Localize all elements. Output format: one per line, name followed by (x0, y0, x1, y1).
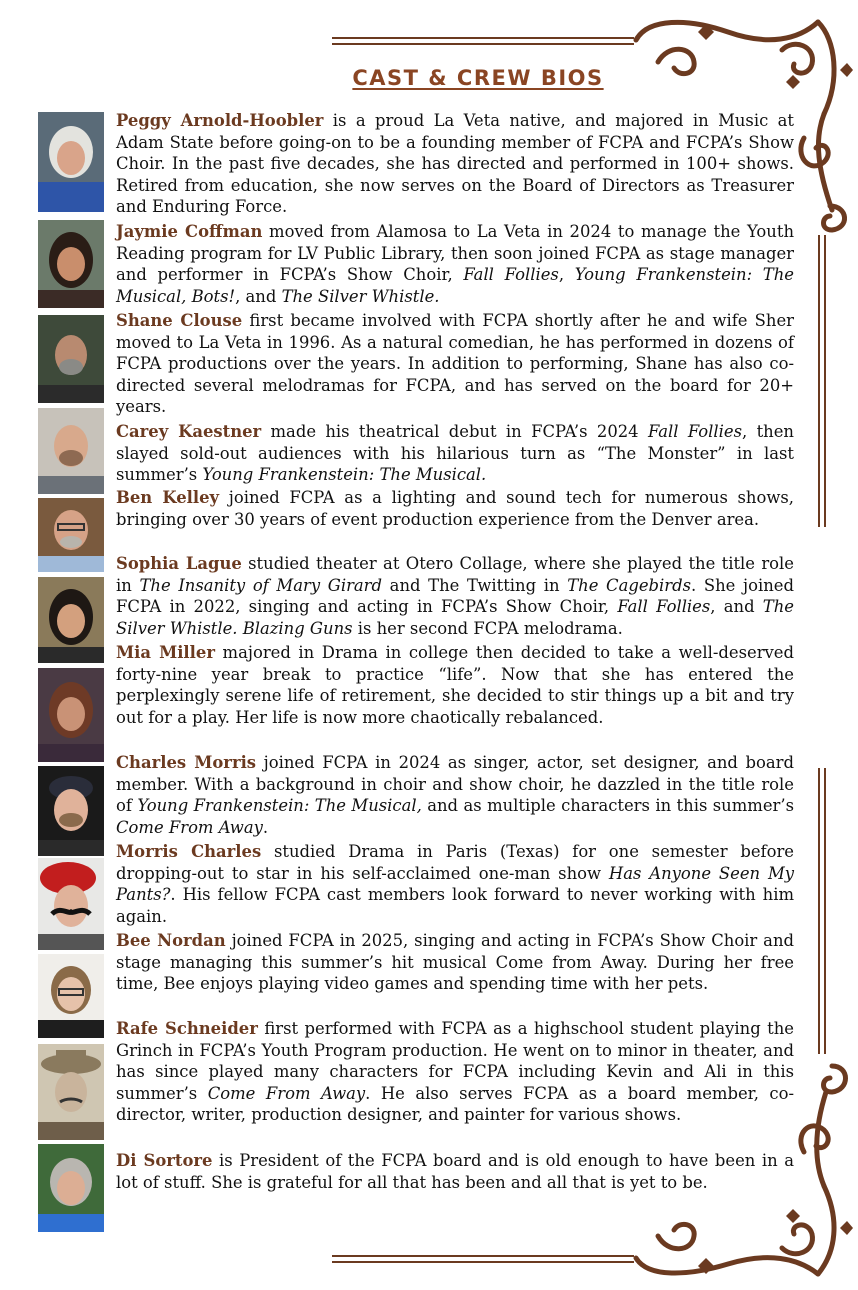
headshot-morris (38, 858, 104, 950)
bio-name: Di Sortore (116, 1151, 213, 1170)
bio-title-text: Young Frankenstein: The Musical, Bots! (116, 265, 794, 306)
bottom-rule-1 (332, 1255, 634, 1257)
headshot-shane (38, 315, 104, 403)
headshot-sophia (38, 577, 104, 663)
top-rule-1 (332, 37, 634, 39)
right-vline-top-1 (818, 235, 820, 527)
bio-text: . He also serves FCPA as a board member, co-director, writer, production designer, and painter for various shows. (116, 1083, 794, 1125)
bio-peggy (116, 110, 794, 218)
bio-charles (116, 752, 794, 838)
right-vline-bottom-1 (818, 768, 820, 1054)
bio-name: Shane Clouse (116, 311, 243, 330)
bio-text: first performed with FCPA as a highschool student playing the Grinch in FCPA’s Youth Program production. He went on to minor in theater, and has since played many characters for FCPA including Kevin and Ali in this summer’s (116, 1019, 794, 1103)
bio-text: joined FCPA in 2024 as singer, actor, set designer, and board member. With a background in choir and show choir, he dazzled in the title role of (116, 753, 794, 816)
right-vline-bottom-2 (824, 768, 826, 1054)
bio-title-text: Fall Follies (647, 422, 743, 441)
bio-text: , then slayed sold-out audiences with his hilarious turn as “The Monster” in last summer’s (116, 422, 794, 485)
bio-text: studied Drama in Paris (Texas) for one semester before dropping-out to star in his self-acclaimed one-man show (116, 842, 794, 883)
bio-title-text: Come From Away (116, 817, 263, 837)
bio-title-text: The Silver Whistle. Blazing Guns (116, 597, 794, 638)
bio-ben (116, 487, 794, 530)
headshot-di (38, 1144, 104, 1232)
bio-text: is President of the FCPA board and is old enough to have been in a lot of stuff. She is grateful for all that has been and all that is yet to be. (116, 1151, 795, 1192)
bio-jaymie (116, 221, 794, 307)
bio-text: , and (235, 286, 282, 306)
bio-title-text: Has Anyone Seen My Pants? (116, 863, 794, 905)
bio-name: Morris Charles (116, 842, 262, 861)
bio-shane (116, 310, 794, 418)
bio-text: first became involved with FCPA shortly after he and wife Sher moved to La Veta in 1996. As a natural comedian, he has performed in dozens of FCPA productions over the years. In addition to performing, Shane has also co-directed several melodramas for FCPA, and has served on the board for 20+ years. (116, 311, 794, 417)
bio-text: . She joined FCPA in 2022, singing and acting in FCPA’s Show Choir, (116, 575, 794, 617)
bio-title-text: The Insanity of Mary Girard (139, 575, 383, 595)
bio-title-text: Fall Follies (617, 597, 711, 617)
bio-rafe (116, 1018, 794, 1126)
bio-text: and The Twitting in (382, 575, 568, 595)
bio-mia (116, 642, 794, 728)
page-title: CAST & CREW BIOS (352, 66, 604, 90)
headshot-mia (38, 668, 104, 762)
bio-name: Rafe Schneider (116, 1019, 258, 1038)
bio-text: , and (710, 597, 763, 617)
bio-text: joined FCPA in 2025, singing and acting in FCPA’s Show Choir and stage managing this summer’s hit musical Come from Away. During her free time, Bee enjoys playing video games and spending time with her pets. (116, 931, 794, 994)
right-vline-top-2 (824, 235, 826, 527)
headshot-ben (38, 498, 104, 572)
bio-di (116, 1150, 794, 1193)
bio-text: , (558, 265, 575, 285)
top-rule-2 (332, 43, 634, 45)
bio-text: . His fellow FCPA cast members look forward to never working with him again. (116, 885, 794, 926)
bio-name: Bee Nordan (116, 931, 226, 950)
bio-name: Charles Morris (116, 753, 257, 772)
bio-title-text: Young Frankenstein: The Musical. (202, 465, 487, 485)
headshot-charles (38, 766, 104, 856)
bio-text: majored in Drama in college then decided to take a well-deserved forty-nine year break to practice “life”. Now that she has entered the perplexingly serene life of retirement, she decided to stir things up a bit and try out for a play. Her life is now more chaotically rebalanced. (116, 643, 794, 727)
headshot-bee (38, 954, 104, 1038)
bio-title-text: The Silver Whistle. (281, 286, 440, 306)
bio-bee (116, 930, 794, 995)
bio-name: Peggy Arnold-Hoobler (116, 111, 324, 130)
bio-text: and as multiple characters in this summer’s (421, 796, 794, 816)
bottom-rule-2 (332, 1261, 634, 1263)
headshot-jaymie (38, 220, 104, 308)
bio-sophia (116, 553, 794, 639)
headshot-carey (38, 408, 104, 494)
bio-text: made his theatrical debut in FCPA’s 2024 (261, 422, 648, 441)
bio-name: Sophia Lague (116, 554, 242, 573)
bio-title-text: The Cagebirds (567, 575, 692, 595)
headshot-peggy (38, 112, 104, 212)
bio-text: studied theater at Otero Collage, where she played the title role in (116, 554, 794, 595)
bio-carey (116, 421, 794, 486)
bio-title-text: Fall Follies (463, 265, 559, 285)
bio-text: is her second FCPA melodrama. (352, 618, 623, 638)
bio-title-text: Come From Away (207, 1083, 366, 1103)
bio-name: Mia Miller (116, 643, 215, 662)
headshot-rafe (38, 1044, 104, 1140)
bio-name: Jaymie Coffman (116, 222, 263, 241)
bio-text: joined FCPA as a lighting and sound tech for numerous shows, bringing over 30 years of event production experience from the Denver area. (116, 488, 795, 529)
bio-text: is a proud La Veta native, and majored in Music at Adam State before going-on to be a founding member of FCPA and FCPA’s Show Choir. In the past five decades, she has directed and performed in 100+ shows. Retired from education, she now serves on the Board of Directors as Treasurer and Enduring Force. (116, 111, 794, 217)
bio-text: . (262, 817, 269, 837)
bio-morris (116, 841, 794, 927)
bio-title-text: Young Frankenstein: The Musical, (137, 796, 422, 816)
bio-text: moved from Alamosa to La Veta in 2024 to manage the Youth Reading program for LV Public Library, then soon joined FCPA as stage manager and performer in FCPA’s Show Choir, (116, 222, 795, 285)
bio-name: Ben Kelley (116, 488, 220, 507)
bio-name: Carey Kaestner (116, 422, 262, 441)
